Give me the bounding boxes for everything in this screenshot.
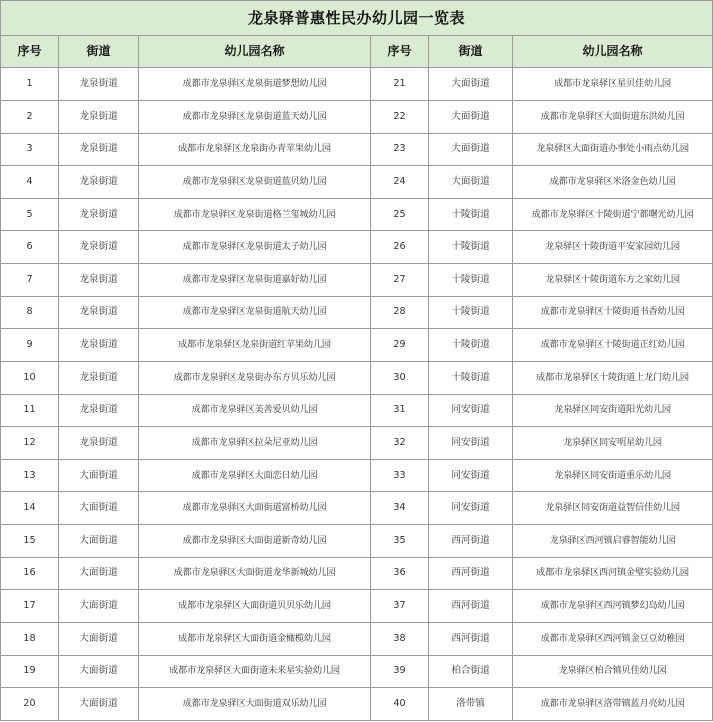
row-number-right: 28 xyxy=(371,296,429,329)
row-number-right: 35 xyxy=(371,525,429,558)
street-right: 大面街道 xyxy=(429,166,513,199)
street-right: 十陵街道 xyxy=(429,198,513,231)
row-number-left: 9 xyxy=(1,329,59,362)
table-row xyxy=(1,329,713,362)
street-left: 大面街道 xyxy=(59,688,139,721)
kindergarten-name-right: 成都市龙泉驿区十陵街道宁都曙光幼儿园 xyxy=(513,198,713,231)
street-left: 龙泉街道 xyxy=(59,329,139,362)
title-row xyxy=(1,1,713,36)
table-row xyxy=(1,166,713,199)
street-right: 十陵街道 xyxy=(429,329,513,362)
header-name-right: 幼儿园名称 xyxy=(513,35,713,68)
row-number-right: 40 xyxy=(371,688,429,721)
table-row xyxy=(1,492,713,525)
row-number-right: 32 xyxy=(371,427,429,460)
row-number-left: 6 xyxy=(1,231,59,264)
table-title: 龙泉驿普惠性民办幼儿园一览表 xyxy=(1,1,713,36)
kindergarten-name-right: 龙泉驿区十陵街道东方之家幼儿园 xyxy=(513,264,713,297)
street-right: 柏合街道 xyxy=(429,655,513,688)
header-no-right: 序号 xyxy=(371,35,429,68)
row-number-left: 19 xyxy=(1,655,59,688)
table-row xyxy=(1,133,713,166)
header-row xyxy=(1,35,713,68)
kindergarten-name-left: 成都市龙泉驿区大面恋日幼儿园 xyxy=(139,459,371,492)
row-number-right: 23 xyxy=(371,133,429,166)
kindergarten-name-left: 成都市龙泉驿区龙泉街道红苹果幼儿园 xyxy=(139,329,371,362)
street-left: 龙泉街道 xyxy=(59,198,139,231)
kindergarten-name-right: 成都市龙泉驿区星贝佳幼儿园 xyxy=(513,68,713,101)
row-number-left: 12 xyxy=(1,427,59,460)
kindergarten-name-right: 成都市龙泉驿区西河镇梦幻岛幼儿园 xyxy=(513,590,713,623)
row-number-left: 17 xyxy=(1,590,59,623)
row-number-right: 31 xyxy=(371,394,429,427)
row-number-left: 13 xyxy=(1,459,59,492)
row-number-left: 16 xyxy=(1,557,59,590)
kindergarten-name-right: 龙泉驿区大面街道办事处小雨点幼儿园 xyxy=(513,133,713,166)
row-number-right: 37 xyxy=(371,590,429,623)
table-row xyxy=(1,68,713,101)
row-number-right: 29 xyxy=(371,329,429,362)
kindergarten-name-left: 成都市龙泉驿区龙泉街道蓝贝幼儿园 xyxy=(139,166,371,199)
street-left: 大面街道 xyxy=(59,557,139,590)
street-right: 西河街道 xyxy=(429,525,513,558)
table-row xyxy=(1,622,713,655)
kindergarten-name-right: 成都市龙泉驿区米洛金色幼儿园 xyxy=(513,166,713,199)
kindergarten-name-left: 成都市龙泉驿区大面街道贝贝乐幼儿园 xyxy=(139,590,371,623)
table-row xyxy=(1,198,713,231)
street-right: 同安街道 xyxy=(429,459,513,492)
kindergarten-name-right: 龙泉驿区西河镇启睿智能幼儿园 xyxy=(513,525,713,558)
kindergarten-name-right: 龙泉驿区十陵街道平安家园幼儿园 xyxy=(513,231,713,264)
kindergarten-name-left: 成都市龙泉驿区龙泉街道航天幼儿园 xyxy=(139,296,371,329)
table-row xyxy=(1,100,713,133)
street-right: 大面街道 xyxy=(429,133,513,166)
street-right: 十陵街道 xyxy=(429,264,513,297)
table-row xyxy=(1,557,713,590)
street-left: 龙泉街道 xyxy=(59,133,139,166)
table-row xyxy=(1,427,713,460)
table-row xyxy=(1,525,713,558)
kindergarten-name-right: 成都市龙泉驿区十陵街道正红幼儿园 xyxy=(513,329,713,362)
street-right: 同安街道 xyxy=(429,427,513,460)
row-number-left: 14 xyxy=(1,492,59,525)
kindergarten-name-right: 成都市龙泉驿区西河镇金璧实验幼儿园 xyxy=(513,557,713,590)
street-right: 西河街道 xyxy=(429,557,513,590)
kindergarten-name-left: 成都市龙泉驿区拉朵尼亚幼儿园 xyxy=(139,427,371,460)
kindergarten-name-left: 成都市龙泉驿区大面街道龙华新城幼儿园 xyxy=(139,557,371,590)
table-row xyxy=(1,394,713,427)
row-number-left: 2 xyxy=(1,100,59,133)
row-number-right: 36 xyxy=(371,557,429,590)
row-number-right: 27 xyxy=(371,264,429,297)
street-right: 同安街道 xyxy=(429,394,513,427)
table-row xyxy=(1,459,713,492)
row-number-left: 5 xyxy=(1,198,59,231)
row-number-left: 4 xyxy=(1,166,59,199)
kindergarten-name-right: 成都市龙泉驿区西河镇金豆豆幼稚园 xyxy=(513,622,713,655)
street-left: 大面街道 xyxy=(59,622,139,655)
header-street-right: 街道 xyxy=(429,35,513,68)
row-number-left: 11 xyxy=(1,394,59,427)
kindergarten-name-right: 龙泉驿区同安街道重乐幼儿园 xyxy=(513,459,713,492)
street-right: 十陵街道 xyxy=(429,296,513,329)
row-number-left: 8 xyxy=(1,296,59,329)
kindergarten-name-left: 成都市龙泉驿区龙泉街道格兰玺城幼儿园 xyxy=(139,198,371,231)
row-number-right: 24 xyxy=(371,166,429,199)
street-right: 同安街道 xyxy=(429,492,513,525)
kindergarten-name-left: 成都市龙泉驿区龙泉街道太子幼儿园 xyxy=(139,231,371,264)
kindergarten-name-right: 龙泉驿区同安明星幼儿园 xyxy=(513,427,713,460)
kindergarten-name-left: 成都市龙泉驿区大面街道新奇幼儿园 xyxy=(139,525,371,558)
row-number-right: 34 xyxy=(371,492,429,525)
kindergarten-name-left: 成都市龙泉驿区大面街道双乐幼儿园 xyxy=(139,688,371,721)
row-number-left: 3 xyxy=(1,133,59,166)
street-left: 龙泉街道 xyxy=(59,231,139,264)
street-right: 十陵街道 xyxy=(429,361,513,394)
row-number-left: 1 xyxy=(1,68,59,101)
kindergarten-name-left: 成都市龙泉驿区大面街道金橄榄幼儿园 xyxy=(139,622,371,655)
kindergarten-name-right: 成都市龙泉驿区洛带镇蓝月亮幼儿园 xyxy=(513,688,713,721)
street-right: 西河街道 xyxy=(429,622,513,655)
table-row xyxy=(1,361,713,394)
street-left: 龙泉街道 xyxy=(59,166,139,199)
table-row xyxy=(1,590,713,623)
table-row xyxy=(1,231,713,264)
table-row xyxy=(1,688,713,721)
street-left: 龙泉街道 xyxy=(59,427,139,460)
kindergarten-name-left: 成都市龙泉驿区大面街道未来星实验幼儿园 xyxy=(139,655,371,688)
kindergarten-name-right: 龙泉驿区同安街道阳光幼儿园 xyxy=(513,394,713,427)
row-number-right: 39 xyxy=(371,655,429,688)
street-left: 大面街道 xyxy=(59,590,139,623)
row-number-right: 30 xyxy=(371,361,429,394)
street-right: 大面街道 xyxy=(429,100,513,133)
row-number-left: 7 xyxy=(1,264,59,297)
street-right: 西河街道 xyxy=(429,590,513,623)
kindergarten-name-left: 成都市龙泉驿区龙泉街道梦想幼儿园 xyxy=(139,68,371,101)
street-left: 大面街道 xyxy=(59,655,139,688)
row-number-left: 18 xyxy=(1,622,59,655)
street-left: 大面街道 xyxy=(59,492,139,525)
kindergarten-name-left: 成都市龙泉驿区龙泉街道嘉好幼儿园 xyxy=(139,264,371,297)
row-number-left: 15 xyxy=(1,525,59,558)
header-street-left: 街道 xyxy=(59,35,139,68)
row-number-right: 25 xyxy=(371,198,429,231)
kindergarten-name-right: 成都市龙泉驿区大面街道东洪幼儿园 xyxy=(513,100,713,133)
kindergarten-name-left: 成都市龙泉驿区龙泉街办东方贝乐幼儿园 xyxy=(139,361,371,394)
row-number-right: 33 xyxy=(371,459,429,492)
kindergarten-name-left: 成都市龙泉驿区美善爱贝幼儿园 xyxy=(139,394,371,427)
street-left: 大面街道 xyxy=(59,525,139,558)
row-number-right: 26 xyxy=(371,231,429,264)
kindergarten-name-left: 成都市龙泉驿区龙泉街道蓝天幼儿园 xyxy=(139,100,371,133)
street-left: 龙泉街道 xyxy=(59,361,139,394)
street-left: 龙泉街道 xyxy=(59,296,139,329)
kindergarten-name-right: 龙泉驿区同安街道益智信佳幼儿园 xyxy=(513,492,713,525)
header-no-left: 序号 xyxy=(1,35,59,68)
header-name-left: 幼儿园名称 xyxy=(139,35,371,68)
kindergarten-name-right: 龙泉驿区柏合镇贝佳幼儿园 xyxy=(513,655,713,688)
kindergarten-name-left: 成都市龙泉驿区龙泉街办青苹果幼儿园 xyxy=(139,133,371,166)
street-right: 洛带镇 xyxy=(429,688,513,721)
street-right: 大面街道 xyxy=(429,68,513,101)
kindergarten-name-right: 成都市龙泉驿区十陵街道上龙门幼儿园 xyxy=(513,361,713,394)
row-number-right: 21 xyxy=(371,68,429,101)
table-row xyxy=(1,264,713,297)
street-left: 龙泉街道 xyxy=(59,100,139,133)
street-left: 龙泉街道 xyxy=(59,394,139,427)
row-number-right: 22 xyxy=(371,100,429,133)
row-number-left: 10 xyxy=(1,361,59,394)
street-left: 龙泉街道 xyxy=(59,264,139,297)
street-left: 大面街道 xyxy=(59,459,139,492)
street-right: 十陵街道 xyxy=(429,231,513,264)
row-number-left: 20 xyxy=(1,688,59,721)
table-row xyxy=(1,296,713,329)
kindergarten-name-right: 成都市龙泉驿区十陵街道书香幼儿园 xyxy=(513,296,713,329)
kindergarten-name-left: 成都市龙泉驿区大面街道富桥幼儿园 xyxy=(139,492,371,525)
table-row xyxy=(1,655,713,688)
street-left: 龙泉街道 xyxy=(59,68,139,101)
row-number-right: 38 xyxy=(371,622,429,655)
